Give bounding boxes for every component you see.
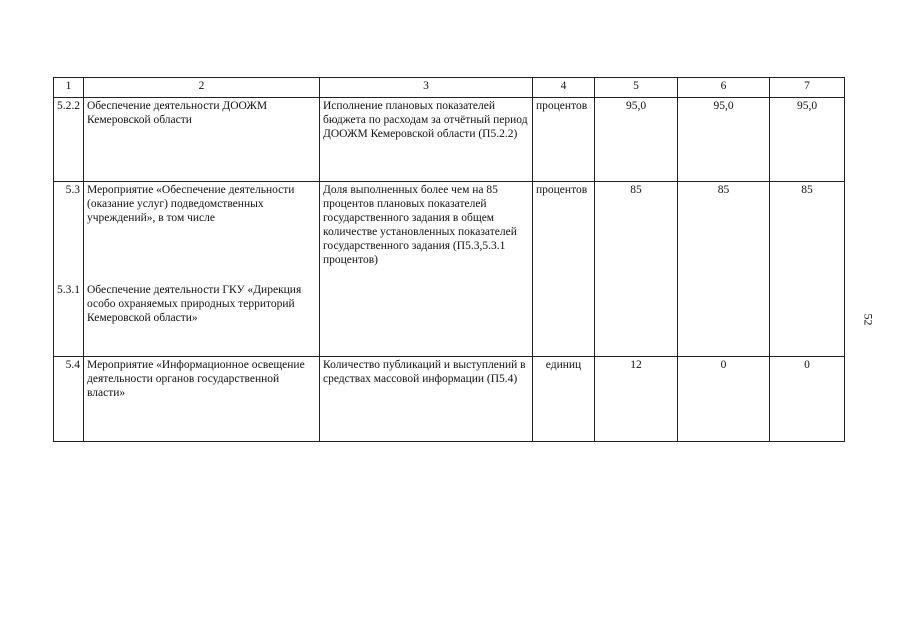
header-col-5: 5 [595,78,678,98]
table-row [54,98,845,182]
page-number: 52 [861,313,876,326]
header-col-2: 2 [84,78,320,98]
unit: процентов [533,182,595,357]
indicator-name: Доля выполненных более чем на 85 процентов плановых показателей государственного задания в общем количестве установленных показателей государственного задания (П5.3,5.3.1 процентов) [320,182,533,357]
row-number-cell [54,182,84,357]
activity-name: Обеспечение деятельности ДООЖМ Кемеровской области [84,98,320,182]
activity-name-cell [84,182,320,357]
header-col-4: 4 [533,78,595,98]
value-col-5: 12 [595,357,678,442]
table-row [54,182,845,357]
row-number: 5.2.2 [54,98,84,182]
header-row [54,78,845,98]
program-indicators-table [53,77,845,442]
value-col-6: 85 [678,182,770,357]
value-col-7: 95,0 [770,98,845,182]
header-col-6: 6 [678,78,770,98]
activity-name: Мероприятие «Информационное освещение деятельности органов государственной власти» [84,357,320,442]
sub-activity-name: Обеспечение деятельности ГКУ «Дирекция особо охраняемых природных территорий Кемеровской области» [87,284,302,324]
header-col-1: 1 [54,78,84,98]
activity-name: Мероприятие «Обеспечение деятельности (оказание услуг) подведомственных учреждений», в том числе [87,184,295,224]
indicator-name: Количество публикаций и выступлений в средствах массовой информации (П5.4) [320,357,533,442]
unit: процентов [533,98,595,182]
unit: единиц [533,357,595,442]
table-row [54,357,845,442]
row-number: 5.4 [54,357,84,442]
value-col-5: 95,0 [595,98,678,182]
header-col-3: 3 [320,78,533,98]
sub-row-number: 5.3.1 [57,284,80,296]
value-col-5: 85 [595,182,678,357]
row-number: 5.3 [65,184,80,196]
value-col-6: 0 [678,357,770,442]
header-col-7: 7 [770,78,845,98]
value-col-7: 0 [770,357,845,442]
indicator-name: Исполнение плановых показателей бюджета по расходам за отчётный период ДООЖМ Кемеровской области (П5.2.2) [320,98,533,182]
value-col-6: 95,0 [678,98,770,182]
value-col-7: 85 [770,182,845,357]
